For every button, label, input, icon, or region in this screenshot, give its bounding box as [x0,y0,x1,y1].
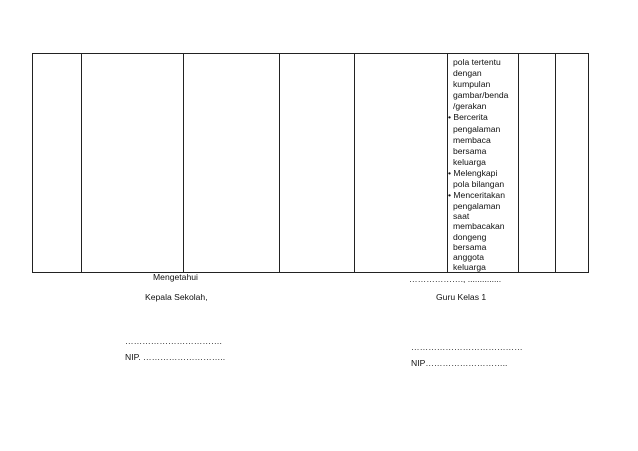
lesson-plan-table [32,53,589,273]
activity-line: keluarga [453,156,486,167]
activity-line: kumpulan [453,79,491,90]
teacher-role-label: Guru Kelas 1 [436,292,487,302]
activity-line: /gerakan [453,101,487,112]
table-cell [280,54,355,273]
place-date-line: ………………., .............. [409,274,502,284]
teacher-name-line: ………………………………… [411,342,523,352]
activity-line: pengalaman [453,201,501,212]
table-cell [355,54,448,273]
table-cell [519,54,556,273]
principal-nip: NIP. ……………………….. [125,352,226,362]
activity-line: saat [453,211,470,222]
activity-cell [448,54,519,273]
table-cell [556,54,589,273]
activity-line: membaca [453,134,491,145]
activity-line: • Bercerita [448,112,488,123]
table-row [33,54,589,273]
table-cell [184,54,280,273]
activity-line: dengan [453,68,482,79]
activity-line: keluarga [453,261,486,272]
activity-list [448,54,518,272]
activity-line: pola bilangan [453,179,505,190]
table-cell [33,54,82,273]
activity-line: dongeng [453,231,487,242]
activity-line: anggota [453,251,485,262]
activity-line: gambar/benda [453,90,509,101]
activity-line: • Melengkapi [448,167,498,178]
table-cell [82,54,184,273]
teacher-nip: NIP……………………….. [411,358,508,368]
activity-line: bersama [453,241,487,252]
activity-line: pola tertentu [453,57,501,67]
principal-role-label: Kepala Sekolah, [145,292,208,302]
activity-line: membacakan [453,221,505,232]
activity-line: pengalaman [453,123,501,134]
activity-line: • Menceritakan [448,190,505,201]
acknowledge-label: Mengetahui [153,272,198,282]
activity-line: bersama [453,145,487,156]
principal-name-line: ……………………………. [125,336,222,346]
